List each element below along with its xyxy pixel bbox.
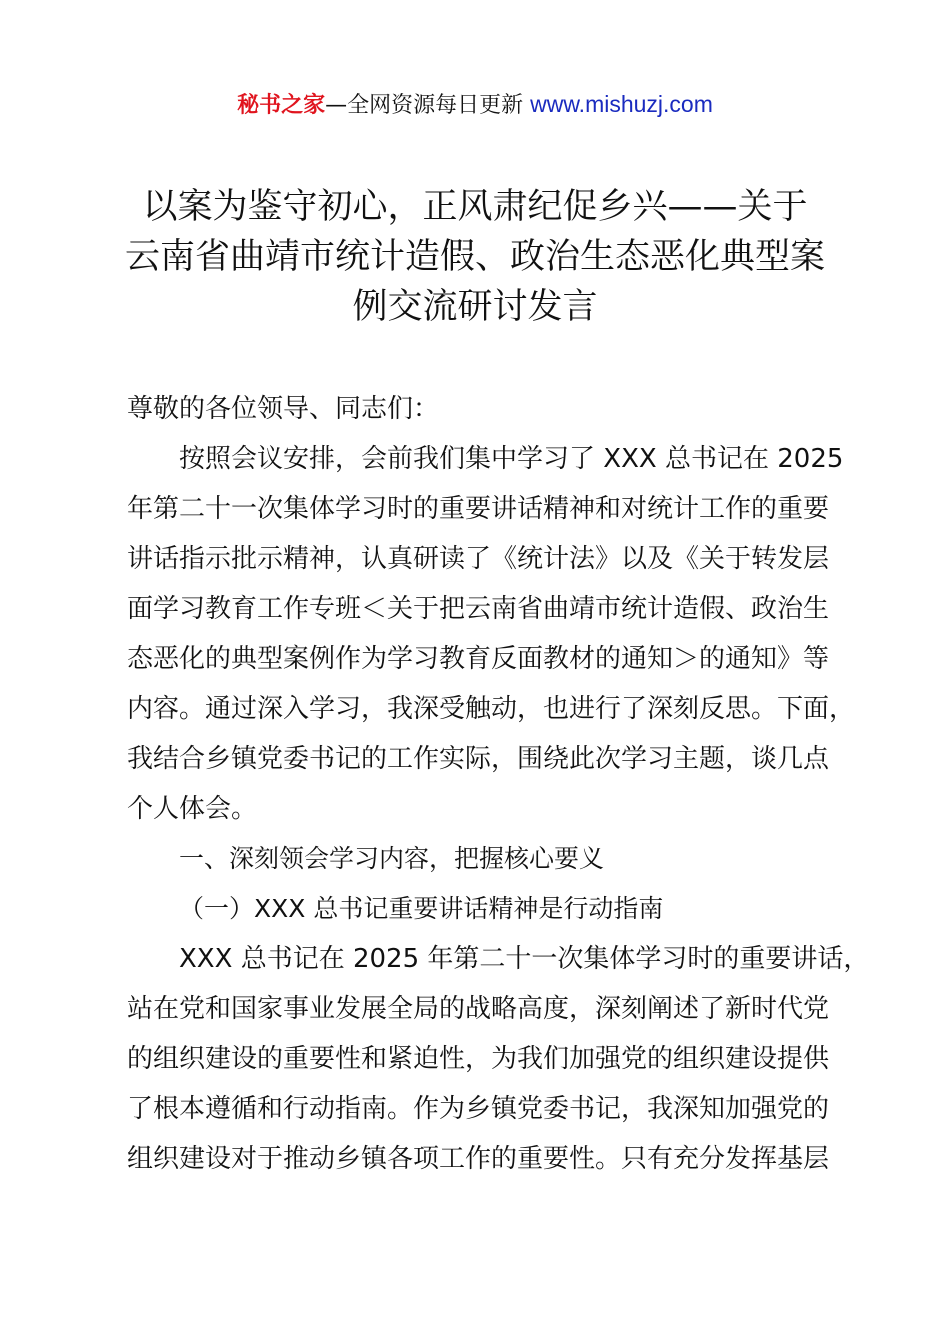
site-slogan: —全网资源每日更新 xyxy=(325,93,531,118)
paragraph-line: 站在党和国家事业发展全局的战略高度，深刻阐述了新时代党 xyxy=(127,994,830,1024)
document-body xyxy=(127,384,870,1184)
title-line: 以案为鉴守初心，正风肃纪促乡兴——关于 xyxy=(142,187,808,227)
paragraph-line: 态恶化的典型案例作为学习教育反面教材的通知＞的通知》等 xyxy=(127,644,830,674)
paragraph-line: 了根本遵循和行动指南。作为乡镇党委书记，我深知加强党的 xyxy=(127,1094,830,1124)
paragraph-line: 我结合乡镇党委书记的工作实际，围绕此次学习主题，谈几点 xyxy=(127,744,830,774)
paragraph-line: 面学习教育工作专班＜关于把云南省曲靖市统计造假、政治生 xyxy=(127,594,830,624)
site-header xyxy=(0,88,950,122)
title-line: 例交流研讨发言 xyxy=(352,287,598,327)
section-heading: 一、深刻领会学习内容，把握核心要义 xyxy=(179,844,605,873)
site-brand: 秘书之家 xyxy=(237,93,326,118)
paragraph-line: 组织建设对于推动乡镇各项工作的重要性。只有充分发挥基层 xyxy=(127,1144,830,1174)
site-url-link[interactable]: www.mishuzj.com xyxy=(530,91,713,117)
paragraph-line: 年第二十一次集体学习时的重要讲话精神和对统计工作的重要 xyxy=(127,494,830,524)
salutation: 尊敬的各位领导、同志们： xyxy=(127,394,440,424)
paragraph-line: 按照会议安排，会前我们集中学习了 XXX 总书记在 2025 xyxy=(179,444,844,474)
title-line: 云南省曲靖市统计造假、政治生态恶化典型案 xyxy=(124,237,825,277)
document-title xyxy=(110,182,840,332)
subsection-heading: （一）XXX 总书记重要讲话精神是行动指南 xyxy=(179,894,664,923)
paragraph-line: XXX 总书记在 2025 年第二十一次集体学习时的重要讲话， xyxy=(179,944,870,974)
paragraph-line: 个人体会。 xyxy=(127,794,258,824)
paragraph-line: 的组织建设的重要性和紧迫性，为我们加强党的组织建设提供 xyxy=(127,1044,830,1074)
paragraph-line: 讲话指示批示精神，认真研读了《统计法》以及《关于转发层 xyxy=(127,544,830,574)
paragraph-line: 内容。通过深入学习，我深受触动，也进行了深刻反思。下面， xyxy=(127,694,856,724)
